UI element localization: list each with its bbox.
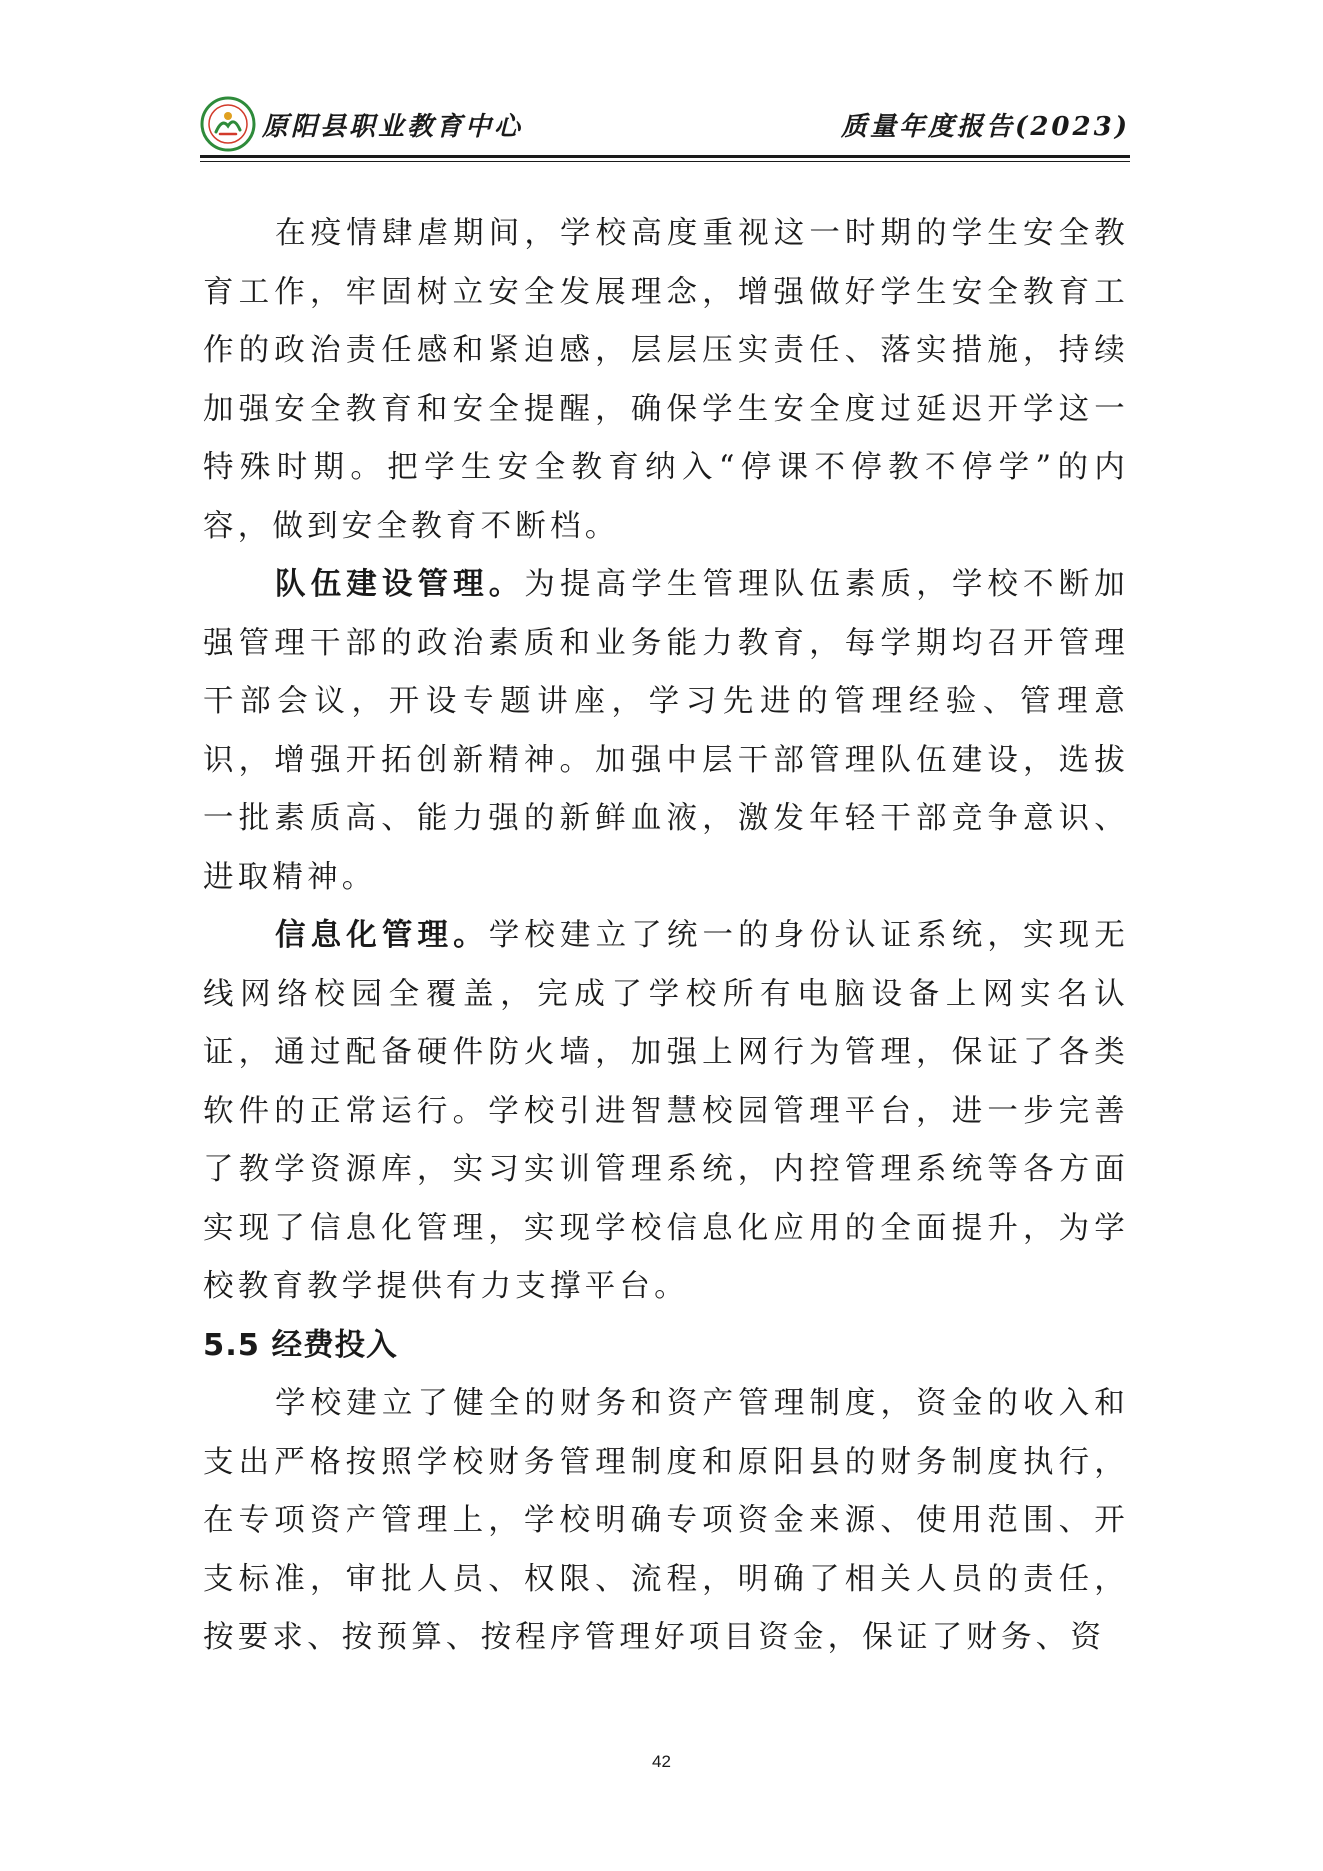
paragraph-epidemic-safety: 在疫情肆虐期间，学校高度重视这一时期的学生安全教育工作，牢固树立安全发展理念，增强做好学生安全教育工作的政治责任感和紧迫感，层层压实责任、落实措施，持续加强安全教育和安全提醒，确保学生安全度过延迟开学这一特殊时期。把学生安全教育纳入“停课不停教不停学”的内容，做到安全教育不断档。 — [203, 216, 1129, 544]
paragraph-lead-informatization: 信息化管理。 — [275, 918, 489, 953]
paragraph-text-informatization: 学校建立了统一的身份认证系统，实现无线网络校园全覆盖，完成了学校所有电脑设备上网实名认证，通过配备硬件防火墙，加强上网行为管理，保证了各类软件的正常运行。学校引进智慧校园管理平台，进一步完善了教学资源库，实习实训管理系统，内控管理系统等各方面实现了信息化管理，实现学校信息化应用的全面提升，为学校教育教学提供有力支撑平台。 — [203, 918, 1129, 1304]
document-body — [203, 205, 1129, 1668]
school-logo — [200, 96, 256, 152]
page-number: 42 — [652, 1752, 671, 1771]
paragraph-informatization — [203, 907, 1129, 1317]
header-divider-thin — [200, 161, 1130, 162]
paragraph-funding: 学校建立了健全的财务和资产管理制度，资金的收入和支出严格按照学校财务管理制度和原阳县的财务制度执行，在专项资产管理上，学校明确专项资金来源、使用范围、开支标准，审批人员、权限、流程，明确了相关人员的责任，按要求、按预算、按程序管理好项目资金，保证了财务、资 — [203, 1386, 1129, 1655]
paragraph-lead-team-building: 队伍建设管理。 — [275, 567, 525, 602]
report-title: 质量年度报告(2023) — [841, 112, 1130, 142]
header-divider-thick — [200, 155, 1130, 158]
page-header — [200, 96, 1130, 156]
section-heading-funding: 5.5 经费投入 — [203, 1327, 398, 1363]
paragraph-team-building — [203, 556, 1129, 907]
school-name: 原阳县职业教育中心 — [262, 112, 524, 142]
paragraph-text-team-building: 为提高学生管理队伍素质，学校不断加强管理干部的政治素质和业务能力教育，每学期均召开管理干部会议，开设专题讲座，学习先进的管理经验、管理意识，增强开拓创新精神。加强中层干部管理队伍建设，选拔一批素质高、能力强的新鲜血液，激发年轻干部竞争意识、进取精神。 — [203, 567, 1129, 895]
